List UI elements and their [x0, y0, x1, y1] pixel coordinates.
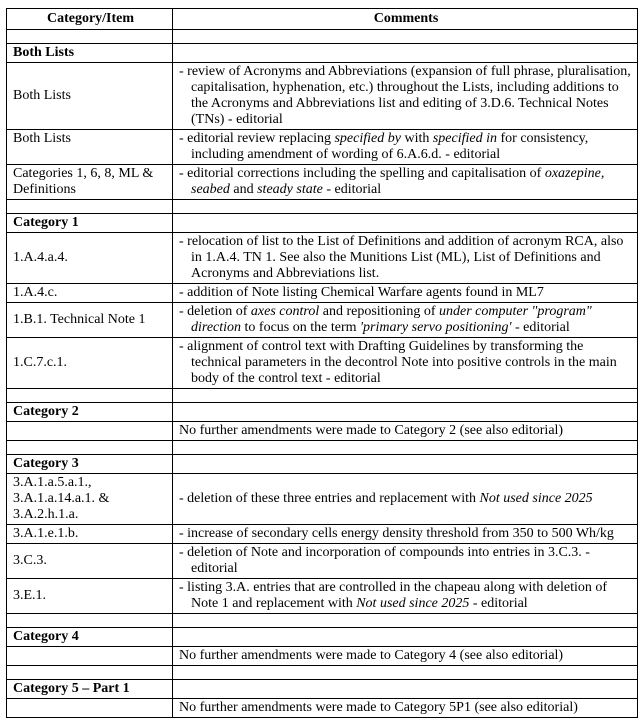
- item-cell: [7, 422, 173, 441]
- comment-cell: [173, 233, 638, 284]
- table-row: [7, 422, 638, 441]
- section-row: [7, 628, 638, 647]
- table-row: [7, 233, 638, 284]
- header-comments: Comments: [173, 9, 638, 30]
- comment-text: - addition of Note listing Chemical Warfare agents found in ML7: [179, 285, 544, 300]
- comment-text: - editorial corrections including the spelling and capitalisation of oxazepine, seabed and steady state - editorial: [179, 166, 605, 197]
- comment-text: - deletion of axes control and repositioning of under computer "program" direction to focus on the term 'primary servo positioning' - editorial: [179, 304, 592, 335]
- table-row: [7, 647, 638, 666]
- comment-cell: [173, 525, 638, 544]
- section-category-3: Category 3: [7, 455, 173, 474]
- table-row: [7, 525, 638, 544]
- item-cell: 3.A.1.e.1.b.: [7, 525, 173, 544]
- comment-cell: [173, 284, 638, 303]
- table-row: [7, 579, 638, 614]
- section-row: [7, 44, 638, 63]
- section-row: [7, 403, 638, 422]
- comment-cell: [173, 579, 638, 614]
- item-cell: 3.E.1.: [7, 579, 173, 614]
- item-cell: [7, 647, 173, 666]
- comment-cell: [173, 544, 638, 579]
- spacer-row: [7, 30, 638, 44]
- spacer-row: [7, 441, 638, 455]
- comment-text: - editorial review replacing specified by with specified in for consistency, including amendment of wording of 6.A.6.d. - editorial: [179, 131, 589, 162]
- section-category-5-part-1: Category 5 – Part 1: [7, 680, 173, 699]
- amendments-table: [6, 8, 638, 718]
- comment-text: - relocation of list to the List of Definitions and addition of acronym RCA, also in 1.A.4. TN 1. See also the Munitions List (ML), List of Definitions and Acronyms and Abbreviations list.: [179, 234, 624, 281]
- table-row: [7, 699, 638, 718]
- section-row: [7, 455, 638, 474]
- item-cell: Both Lists: [7, 130, 173, 165]
- table-row: [7, 544, 638, 579]
- section-category-2: Category 2: [7, 403, 173, 422]
- section-both-lists: Both Lists: [7, 44, 173, 63]
- section-row: [7, 214, 638, 233]
- spacer-row: [7, 389, 638, 403]
- item-cell: 3.C.3.: [7, 544, 173, 579]
- comment-text: - review of Acronyms and Abbreviations (expansion of full phrase, pluralisation, capitalisation, hyphenation, etc.) throughout the Lists, including additions to the Acronyms and Abbreviations list and editing of 3.D.6. Technical Notes (TNs) - editorial: [179, 64, 631, 127]
- comment-cell: [173, 303, 638, 338]
- comment-cell: [173, 474, 638, 525]
- comment-cell: No further amendments were made to Category 4 (see also editorial): [173, 647, 638, 666]
- table-row: [7, 474, 638, 525]
- table-row: [7, 130, 638, 165]
- header-category: Category/Item: [7, 9, 173, 30]
- section-row: [7, 680, 638, 699]
- item-cell: Categories 1, 6, 8, ML & Definitions: [7, 165, 173, 200]
- item-cell: 1.C.7.c.1.: [7, 338, 173, 389]
- item-cell: Both Lists: [7, 63, 173, 130]
- table-row: [7, 338, 638, 389]
- comment-cell: No further amendments were made to Category 2 (see also editorial): [173, 422, 638, 441]
- comment-cell: [173, 338, 638, 389]
- comment-text: - alignment of control text with Drafting Guidelines by transforming the technical parameters in the decontrol Note into positive controls in the main body of the control text - editorial: [179, 339, 617, 386]
- item-cell: 1.A.4.c.: [7, 284, 173, 303]
- comment-text: - increase of secondary cells energy density threshold from 350 to 500 Wh/kg: [179, 526, 614, 541]
- table-row: [7, 165, 638, 200]
- table-header-row: [7, 9, 638, 30]
- table-row: [7, 284, 638, 303]
- comment-text: - deletion of these three entries and replacement with Not used since 2025: [179, 491, 593, 506]
- comment-cell: [173, 130, 638, 165]
- spacer-row: [7, 614, 638, 628]
- spacer-row: [7, 200, 638, 214]
- comment-text: - deletion of Note and incorporation of compounds into entries in 3.C.3. - editorial: [179, 545, 590, 576]
- comment-cell: [173, 165, 638, 200]
- item-cell: 1.A.4.a.4.: [7, 233, 173, 284]
- table-row: [7, 303, 638, 338]
- comment-cell: [173, 63, 638, 130]
- table-row: [7, 63, 638, 130]
- item-cell: 3.A.1.a.5.a.1., 3.A.1.a.14.a.1. & 3.A.2.h.1.a.: [7, 474, 173, 525]
- section-category-1: Category 1: [7, 214, 173, 233]
- item-cell: 1.B.1. Technical Note 1: [7, 303, 173, 338]
- spacer-row: [7, 666, 638, 680]
- section-category-4: Category 4: [7, 628, 173, 647]
- comment-cell: No further amendments were made to Category 5P1 (see also editorial): [173, 699, 638, 718]
- comment-text: - listing 3.A. entries that are controlled in the chapeau along with deletion of Note 1 and replacement with Not used since 2025 - editorial: [179, 580, 608, 611]
- item-cell: [7, 699, 173, 718]
